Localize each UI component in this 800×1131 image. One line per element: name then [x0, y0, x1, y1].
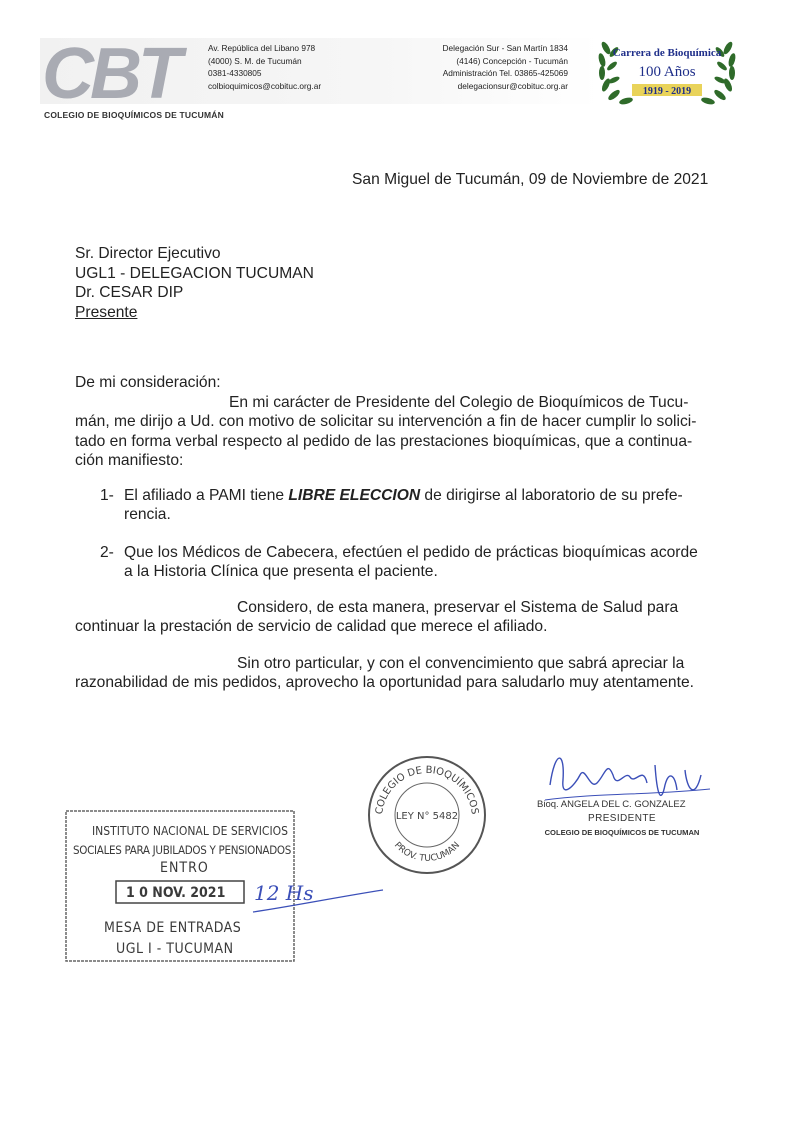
anniversary-range: 1919 - 2019 — [642, 86, 692, 97]
list-text-continued: rencia. — [124, 506, 171, 524]
paragraph-line: continuar la prestación de servicio de calidad que merece el afiliado. — [75, 618, 548, 636]
stamp-institute-line2: SOCIALES PARA JUBILADOS Y PENSIONADOS — [73, 843, 291, 857]
address-line: Av. República del Libano 978 — [208, 43, 316, 53]
paragraph-line: ción manifiesto: — [75, 452, 184, 470]
paragraph-line: Sin otro particular, y con el convencimiento que sabrá apreciar la — [237, 655, 685, 672]
list-number: 1- — [100, 487, 114, 504]
address-line: Administración Tel. 03865-425069 — [442, 68, 568, 78]
list-text: Que los Médicos de Cabecera, efectúen el pedido de prácticas bioquímicas acorde — [124, 544, 698, 561]
list-item-1 — [100, 486, 725, 525]
paragraph-line: tado en forma verbal respecto al pedido de las prestaciones bioquímicas, que a continua- — [75, 432, 693, 450]
address-line: Delegación Sur - San Martín 1834 — [442, 43, 568, 53]
letter-date: San Miguel de Tucumán, 09 de Noviembre de 2021 — [352, 171, 709, 188]
stamp-mesa: MESA DE ENTRADAS — [104, 920, 242, 936]
libre-eleccion-emphasis: LIBRE ELECCION — [288, 487, 421, 504]
list-text-before: El afiliado a PAMI tiene — [124, 487, 289, 504]
list-text-after: de dirigirse al laboratorio de su prefe- — [420, 487, 683, 504]
stamp-date: 1 0 NOV. 2021 — [126, 885, 226, 901]
list-item-2 — [100, 543, 725, 582]
closing-paragraph-2 — [75, 654, 725, 693]
greeting: De mi consideración: — [75, 374, 221, 391]
paragraph-line: Considero, de esta manera, preservar el Sistema de Salud para — [237, 599, 679, 616]
paragraph-line: mán, me dirijo a Ud. con motivo de solicitar su intervención a fin de hacer cumplir lo solici- — [75, 413, 697, 431]
address-line: 0381-4330805 — [208, 68, 262, 78]
colegio-seal — [362, 750, 492, 880]
seal-top-text: COLEGIO DE BIOQUÍMICOS — [374, 764, 480, 816]
recipient-title: Sr. Director Ejecutivo — [75, 245, 221, 262]
handwritten-time — [248, 872, 388, 922]
anniversary-years: 100 Años — [638, 64, 696, 80]
handwritten-time-text: 12 Hs — [254, 881, 314, 905]
closing-paragraph-1 — [75, 598, 725, 637]
recipient-presente: Presente — [75, 303, 138, 321]
paragraph-line: razonabilidad de mis pedidos, aprovecho la oportunidad para saludarlo muy atentamente. — [75, 674, 694, 692]
logo-caption: COLEGIO DE BIOQUÍMICOS DE TUCUMÁN — [44, 110, 224, 120]
logo-text: CBT — [42, 38, 178, 106]
address-line: delegacionsur@cobituc.org.ar — [457, 80, 568, 91]
stamp-ugl: UGL I - TUCUMAN — [116, 941, 234, 957]
recipient-name: Dr. CESAR DIP — [75, 284, 184, 301]
intro-paragraph — [75, 393, 725, 471]
list-number: 2- — [100, 544, 114, 561]
cbt-logo — [40, 38, 200, 106]
main-office-address — [208, 42, 321, 92]
list-text-continued: a la Historia Clínica que presenta el paciente. — [124, 563, 438, 581]
anniversary-title: Carrera de Bioquímica — [612, 47, 722, 59]
seal-law-number: LEY N° 5482 — [395, 811, 459, 822]
stamp-institute-line1: INSTITUTO NACIONAL DE SERVICIOS — [92, 824, 288, 838]
address-line: (4000) S. M. de Tucumán — [208, 55, 302, 66]
address-line: (4146) Concepción - Tucumán — [456, 55, 568, 66]
signer-organization: COLEGIO DE BIOQUÍMICOS DE TUCUMAN — [544, 828, 700, 837]
paragraph-line: En mi carácter de Presidente del Colegio de Bioquímicos de Tucu- — [229, 394, 689, 411]
signer-name: Bioq. ANGELA DEL C. GONZALEZ — [537, 799, 686, 810]
centenary-emblem — [592, 30, 742, 110]
stamp-entro: ENTRO — [160, 860, 209, 876]
signer-role: PRESIDENTE — [588, 813, 656, 824]
signature-block — [537, 798, 707, 840]
recipient-block — [75, 244, 314, 322]
south-office-address — [440, 42, 568, 92]
address-line: colbioquimicos@cobituc.org.ar — [208, 80, 322, 91]
list-text — [124, 486, 725, 505]
seal-bottom-text: PROV. TUCUMAN — [391, 840, 463, 864]
recipient-office: UGL1 - DELEGACION TUCUMAN — [75, 264, 314, 282]
